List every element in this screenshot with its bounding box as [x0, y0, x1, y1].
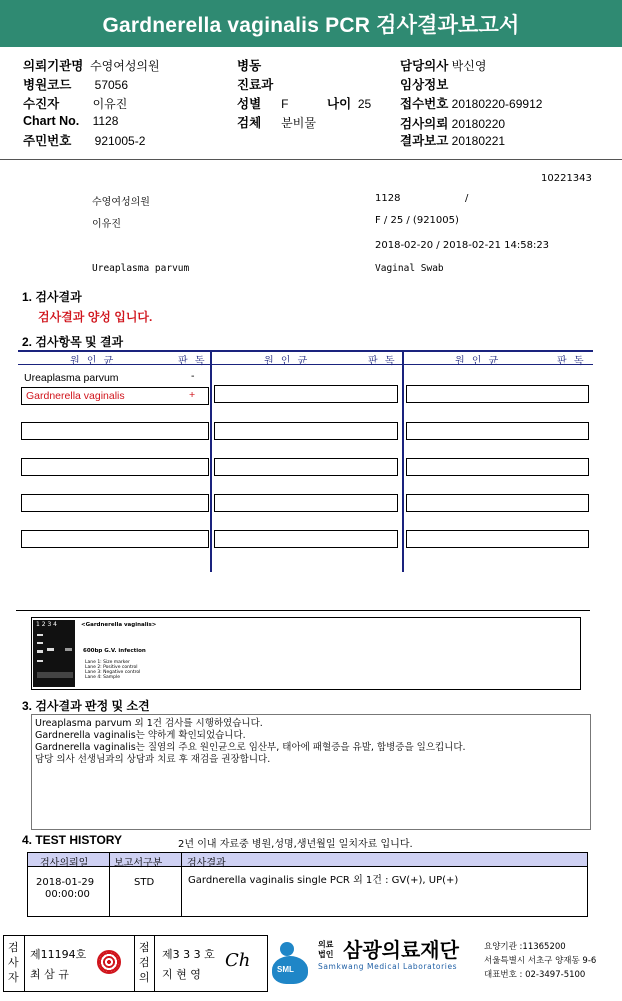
history-time: 00:00:00	[45, 889, 90, 900]
result-name-1: Ureaplasma parvum	[24, 372, 119, 384]
empty-cell	[406, 530, 589, 548]
finding-line-4: 담당 의사 선생님과의 상담과 치료 후 재검을 권장합니다.	[35, 754, 271, 765]
grid-divider-2	[402, 350, 404, 572]
history-col-type: 보고서구분	[114, 858, 163, 869]
empty-cell	[406, 458, 589, 476]
doctor-row: 담당의사 박신영	[400, 59, 487, 73]
history-note: 2년 이내 자료중 병원,성명,생년월일 일치자료 입니다.	[178, 839, 413, 850]
corp-type: 의료 법인	[318, 940, 334, 959]
sex-value: F	[281, 97, 289, 111]
empty-cell	[406, 422, 589, 440]
history-type: STD	[134, 877, 155, 888]
corp-address: 서울특별시 서초구 양재동 9-6	[484, 956, 597, 966]
sub-chart: 1128	[375, 193, 401, 204]
findings-text-box	[31, 714, 591, 830]
empty-cell	[214, 422, 398, 440]
gel-legend-2: Lane 2: Positive control	[85, 665, 138, 670]
chart-value: 1128	[92, 114, 119, 128]
grid-divider-1	[210, 350, 212, 572]
col-judge-1: 판 독	[178, 356, 207, 367]
doctor-value: 박신영	[451, 59, 487, 73]
reviewer-name: 지 현 영	[162, 968, 201, 981]
corp-phone: 대표번호 : 02-3497-5100	[484, 970, 586, 980]
corp-code: 요양기관 :11365200	[484, 942, 566, 952]
result-summary: 검사결과 양성 입니다.	[38, 310, 153, 324]
history-table-header	[28, 853, 587, 867]
corp-name: 삼광의료재단	[343, 940, 459, 962]
red-seal-stamp	[97, 950, 121, 974]
age-value: 25	[357, 97, 372, 111]
ward-row: 병동	[237, 59, 262, 73]
empty-cell	[21, 422, 209, 440]
sex-row: 성별 F	[237, 97, 289, 111]
code-row: 병원코드 57056	[23, 78, 129, 92]
gel-band-label: 600bp G.V. infection	[83, 648, 146, 654]
empty-cell	[214, 385, 398, 403]
result-value-1: -	[191, 370, 195, 382]
code-value: 57056	[94, 78, 129, 92]
section-1-title: 1. 검사결과	[22, 290, 82, 304]
header-divider	[0, 159, 622, 160]
signature: Ch	[225, 950, 251, 971]
report-title-banner	[0, 0, 622, 47]
col-judge-2: 판 독	[368, 356, 397, 367]
sml-logo-icon	[272, 942, 310, 984]
col-agent-1: 원 인 균	[70, 356, 116, 367]
gel-lanes: 1 2 3 4	[36, 621, 57, 628]
sub-dates: 2018-02-20 / 2018-02-21 14:58:23	[375, 240, 550, 251]
footer-divider-2	[134, 935, 135, 992]
col-agent-2: 원 인 균	[264, 356, 310, 367]
footer-divider-1	[24, 935, 25, 992]
empty-cell	[21, 530, 209, 548]
history-result: Gardnerella vaginalis single PCR 외 1건 : GV(+), UP(+)	[188, 875, 459, 886]
sub-hospital: 수영여성의원	[92, 197, 150, 208]
receipt-row: 접수번호 20180220-69912	[400, 97, 543, 111]
chart-row: Chart No. 1128	[23, 114, 119, 128]
section-2-title: 2. 검사항목 및 결과	[22, 335, 124, 349]
dept-row: 진료과	[237, 78, 274, 92]
inspector-name: 최 삼 규	[30, 968, 69, 981]
form-id: 10221343	[541, 173, 592, 184]
history-col-divider-2	[181, 852, 182, 917]
ssn-row: 주민번호 921005-2	[23, 134, 146, 148]
patient-value: 이유진	[92, 97, 128, 111]
gel-legend-1: Lane 1: Size marker	[85, 660, 130, 665]
finding-line-2: Gardnerella vaginalis는 약하게 확인되었습니다.	[35, 730, 246, 741]
result-name-2: Gardnerella vaginalis	[26, 390, 125, 402]
sub-slash: /	[465, 193, 469, 204]
age-row: 나이 25	[327, 97, 372, 111]
request-value: 20180220	[451, 117, 506, 131]
request-row: 검사의뢰 20180220	[400, 117, 506, 131]
empty-cell	[214, 458, 398, 476]
inspector-label: 검 사 자	[8, 941, 19, 984]
hospital-row: 의뢰기관명 수영여성의원	[23, 59, 160, 73]
empty-cell	[214, 530, 398, 548]
grid-bottom-line	[16, 610, 590, 611]
empty-cell	[406, 494, 589, 512]
sml-logo-text: SML	[277, 965, 294, 974]
footer-divider-3	[154, 935, 155, 992]
specimen-row: 검체 분비물	[237, 116, 316, 130]
report-row: 결과보고 20180221	[400, 134, 506, 148]
sub-sexage: F / 25 / (921005)	[375, 215, 459, 226]
history-col-result: 검사결과	[187, 858, 226, 869]
gel-legend-4: Lane 4: Sample	[85, 675, 120, 680]
result-value-2: +	[189, 389, 196, 401]
corp-english-name: Samkwang Medical Laboratories	[318, 962, 458, 971]
history-col-divider-1	[109, 852, 110, 917]
inspector-license: 제11194호	[30, 948, 87, 961]
sub-test: Ureaplasma parvum	[92, 263, 190, 274]
reviewer-license: 제3 3 3 호	[162, 948, 215, 961]
empty-cell	[21, 494, 209, 512]
patient-row: 수진자 이유진	[23, 97, 128, 111]
receipt-value: 20180220-69912	[451, 97, 543, 111]
specimen-value: 분비물	[281, 116, 316, 130]
finding-line-1: Ureaplasma parvum 외 1건 검사를 시행하였습니다.	[35, 718, 263, 729]
clinical-row: 임상정보	[400, 78, 449, 92]
empty-cell	[21, 458, 209, 476]
history-date: 2018-01-29	[36, 877, 95, 888]
reviewer-label: 점 검 의	[139, 941, 150, 984]
gel-title: <Gardnerella vaginalis>	[81, 622, 157, 628]
empty-cell	[214, 494, 398, 512]
sub-swab: Vaginal Swab	[375, 263, 444, 274]
section-4-title: 4. TEST HISTORY	[22, 833, 123, 847]
col-judge-3: 판 독	[557, 356, 586, 367]
sub-patient: 이유진	[92, 219, 121, 230]
report-value: 20180221	[451, 134, 506, 148]
col-agent-3: 원 인 균	[455, 356, 501, 367]
report-title: Gardnerella vaginalis PCR 검사결과보고서	[102, 13, 520, 37]
section-3-title: 3. 검사결과 판정 및 소견	[22, 699, 150, 713]
gel-legend-3: Lane 3: Negative control	[85, 670, 141, 675]
history-col-date: 검사의뢰일	[40, 858, 89, 869]
gel-electrophoresis-image	[33, 620, 75, 687]
ssn-value: 921005-2	[94, 134, 146, 148]
finding-line-3: Gardnerella vaginalis는 질염의 주요 원인균으로 임산부, 태아에 패혈증을 유발, 합병증을 일으킵니다.	[35, 742, 466, 753]
empty-cell	[406, 385, 589, 403]
hospital-value: 수영여성의원	[90, 59, 160, 73]
